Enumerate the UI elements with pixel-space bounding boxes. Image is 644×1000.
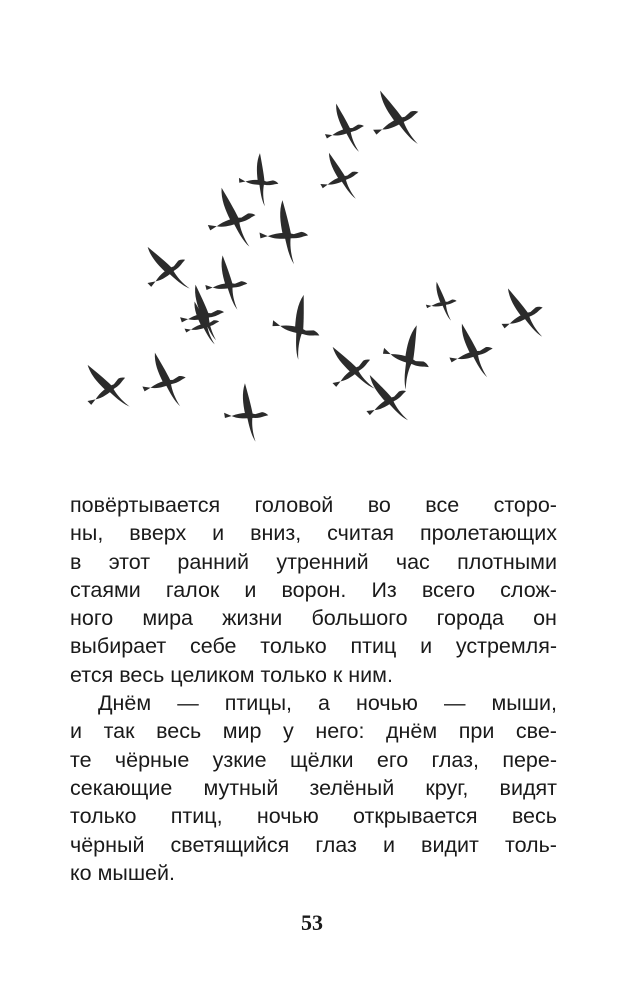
- word: во: [367, 493, 391, 517]
- word: ко мышей.: [70, 860, 176, 885]
- text-line: [70, 604, 557, 632]
- word: себе: [189, 634, 237, 659]
- crow-silhouette: [372, 317, 443, 395]
- word: города: [436, 606, 504, 631]
- word: большого: [311, 606, 408, 631]
- crow-silhouette: [444, 319, 497, 383]
- word: чёрные: [114, 747, 190, 772]
- word: Днём: [98, 691, 152, 716]
- word: и: [420, 634, 433, 659]
- crow-silhouette: [202, 183, 261, 253]
- word: птицы,: [224, 691, 292, 716]
- word: только: [260, 634, 327, 659]
- word: весь: [511, 804, 557, 829]
- crow-silhouette: [313, 147, 365, 207]
- word: повёртывается: [70, 493, 221, 517]
- word: так: [103, 719, 135, 744]
- word: —: [177, 691, 199, 716]
- word: светящийся: [170, 832, 290, 857]
- word: слож-: [500, 577, 557, 602]
- crow-silhouette: [72, 352, 139, 424]
- flock-of-crows-illustration: [60, 70, 560, 470]
- word: при: [458, 719, 495, 744]
- word: ранний: [177, 549, 250, 574]
- word: него:: [315, 719, 365, 744]
- text-line: [70, 802, 557, 830]
- word: узкие: [212, 747, 267, 772]
- word: открывается: [353, 804, 478, 829]
- page-number: 53: [301, 910, 323, 935]
- word: он: [533, 606, 557, 631]
- word: только: [70, 804, 137, 829]
- word: толь-: [504, 832, 557, 857]
- word: видит: [421, 832, 479, 857]
- word: стаями: [70, 577, 141, 602]
- word: мир: [222, 719, 262, 744]
- word: чёрный: [70, 832, 145, 857]
- word: зелёный: [309, 775, 395, 800]
- word: мира: [142, 606, 194, 631]
- crow-silhouette: [361, 81, 428, 157]
- word: секающие: [70, 775, 173, 800]
- word: ны,: [70, 521, 104, 546]
- word: днём: [386, 719, 438, 744]
- body-text: [70, 491, 557, 887]
- word: галок: [165, 577, 220, 602]
- word: те: [70, 747, 92, 772]
- word: а: [318, 691, 330, 716]
- text-line: [70, 859, 557, 887]
- word: пере-: [502, 747, 557, 772]
- crow-silhouette: [222, 382, 271, 443]
- word: и: [244, 577, 257, 602]
- crow-silhouette: [424, 280, 458, 323]
- crow-silhouette: [257, 198, 311, 265]
- word: устремля-: [455, 634, 557, 659]
- text-line: [70, 519, 557, 547]
- word: этот: [108, 549, 151, 574]
- word: у: [283, 719, 294, 744]
- word: щёлки: [289, 747, 354, 772]
- word: видят: [499, 775, 557, 800]
- word: головой: [254, 493, 334, 517]
- word: и: [382, 832, 395, 857]
- text-line: [70, 632, 557, 660]
- word: ного: [70, 606, 114, 631]
- word: утренний: [276, 549, 369, 574]
- text-line: [70, 576, 557, 604]
- text-line: [70, 774, 557, 802]
- word: Из: [371, 577, 397, 602]
- text-line: [70, 689, 557, 717]
- paragraph-1: [70, 491, 557, 689]
- word: ночью: [356, 691, 418, 716]
- word: глаз,: [431, 747, 479, 772]
- text-line: [70, 831, 557, 859]
- text-line: [70, 548, 557, 576]
- text-line: [70, 661, 557, 689]
- word: круг,: [425, 775, 469, 800]
- word: птиц: [350, 634, 397, 659]
- crow-silhouette: [353, 364, 417, 435]
- paragraph-2: [70, 689, 557, 887]
- word: птиц,: [170, 804, 223, 829]
- word: ночью: [256, 804, 319, 829]
- word: —: [443, 691, 466, 716]
- word: пролетающих: [419, 521, 557, 546]
- word: вверх: [129, 521, 187, 546]
- crow-silhouette: [491, 279, 552, 348]
- crow-silhouette: [263, 288, 330, 364]
- crow-silhouette: [132, 234, 199, 306]
- text-line: [70, 746, 557, 774]
- word: в: [70, 549, 82, 574]
- word: мутный: [203, 775, 279, 800]
- crow-silhouette: [177, 282, 226, 343]
- word: глаз: [315, 832, 357, 857]
- crow-silhouette: [235, 150, 283, 208]
- text-line: [70, 717, 557, 745]
- crow-silhouette: [320, 100, 368, 158]
- word: его: [376, 747, 409, 772]
- word: ется весь целиком только к ним.: [70, 662, 393, 687]
- word: плотными: [457, 549, 557, 574]
- word: все: [425, 493, 460, 517]
- crow-silhouette: [137, 348, 190, 412]
- word: ворон.: [281, 577, 347, 602]
- word: всего: [421, 577, 476, 602]
- word: сторо-: [493, 493, 557, 517]
- word: мыши,: [491, 691, 557, 716]
- word: выбирает: [70, 634, 167, 659]
- word: вниз,: [250, 521, 302, 546]
- word: све-: [515, 719, 557, 744]
- text-line: [70, 491, 557, 519]
- word: весь: [156, 719, 202, 744]
- word: час: [395, 549, 430, 574]
- word: и: [70, 719, 83, 744]
- word: считая: [327, 521, 395, 546]
- crows-svg: [60, 70, 560, 470]
- crow-silhouette: [205, 255, 247, 309]
- crow-silhouette: [317, 334, 384, 406]
- word: и: [212, 521, 225, 546]
- word: жизни: [222, 606, 283, 631]
